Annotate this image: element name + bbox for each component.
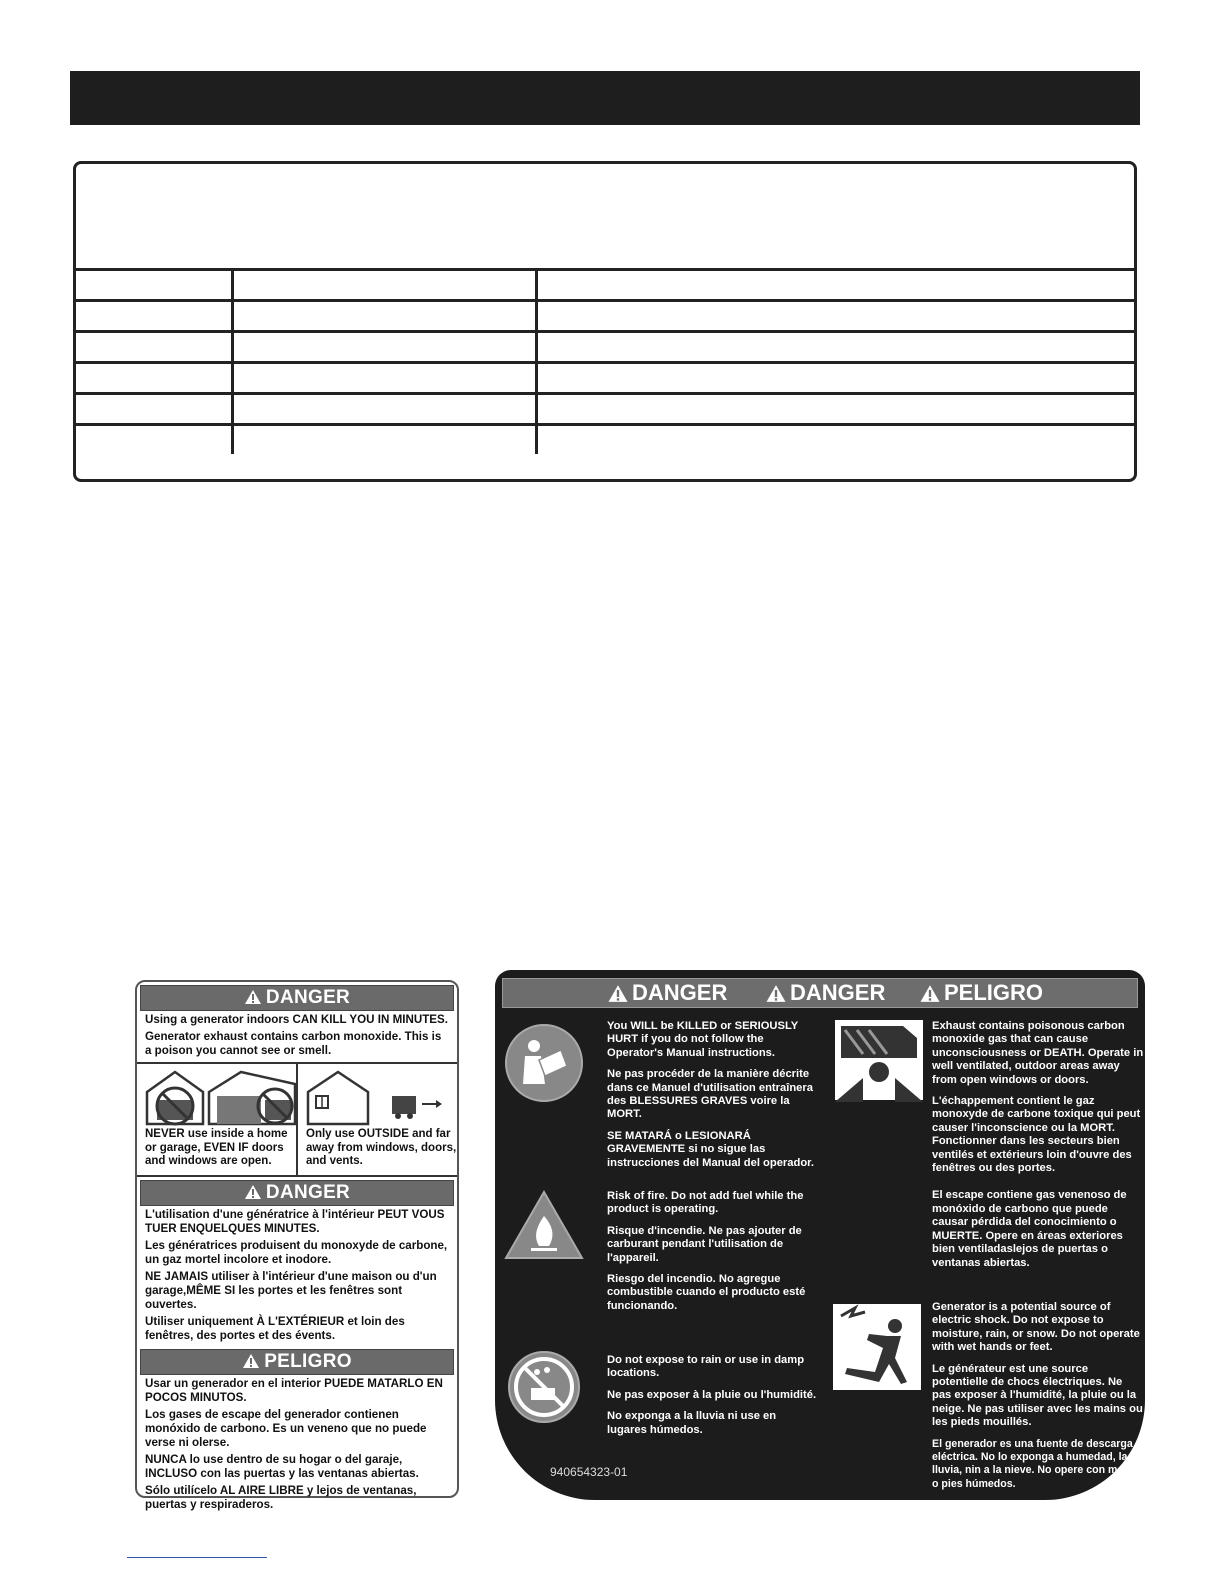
rain-warning-en: Do not expose to rain or use in damp locations. [607,1354,805,1380]
co-warning-en: Exhaust contains poisonous carbon monoxide gas that can cause unconsciousness or DEATH. Operate in well ventilated, outdoor areas away from open windows or doors. [932,1020,1144,1086]
outdoor-use-icon [304,1066,454,1128]
shock-warning-text [932,1301,1144,1499]
exhaust-hazard-icon [833,1018,925,1102]
peligro-band [140,1349,454,1375]
danger-band-en [140,985,454,1011]
fire-warning-en: Risk of fire. Do not add fuel while the product is operating. [607,1190,804,1216]
manual-warning-en: You WILL be KILLED or SERIOUSLY HURT if you do not follow the Operator's Manual instructions. [607,1020,799,1059]
co-warning-text [932,1020,1144,1278]
en-warning-1: Using a generator indoors CAN KILL YOU IN MINUTES. [145,1013,448,1026]
multi-hazard-label [495,970,1145,1500]
read-manual-icon [503,1022,585,1104]
shock-warning-fr: Le générateur est une source potentielle de chocs électriques. Ne pas exposer à l'humidité, la pluie ou la neige. Ne pas utiliser avec les mains ou les pieds mouillés. [932,1362,1143,1429]
warning-triangle-icon [244,1184,262,1200]
electric-shock-icon [831,1302,923,1392]
footer-link-underline [127,1557,267,1558]
fr-warning-2: Les génératrices produisent du monoxyde de carbone, un gaz mortel incolore et inodore. [145,1239,448,1266]
danger-band-multilingual [502,978,1138,1008]
shock-warning-es: El generador es una fuente de descarga eléctrica. No lo exponga a humedad, la lluvia, nin a la nieve. No opere con manos o pies húmedos. [932,1437,1143,1490]
co-warning-fr: L'échappement contient le gaz monoxyde de carbone toxique qui peut causer l'inconscience ou la MORT. Fonctionner dans les secteurs bien ventilés et extérieurs loin d'ouvre des fenêtres ou des portes. [932,1095,1141,1175]
manual-warning-es: SE MATARÁ o LESIONARÁ GRAVEMENTE si no sigue las instrucciones del Manual del operador. [607,1129,815,1169]
fire-warning-fr: Risque d'incendie. Ne pas ajouter de carburant pendant l'utilisation de l'appareil. [607,1224,802,1264]
table-row [76,423,1134,454]
never-indoor-caption: NEVER use inside a home or garage, EVEN IF doors and windows are open. [145,1128,288,1167]
rain-warning-fr: Ne pas exposer à la pluie ou l'humidité. [607,1388,817,1401]
label-part-number: 940654323-01 [550,1465,628,1479]
indoor-prohibited-panel [137,1064,296,1175]
warning-triangle-icon [242,1353,260,1369]
outdoor-use-panel [296,1064,457,1175]
table-row [76,392,1134,423]
manual-warning-fr: Ne pas procéder de la manière décrite dans ce Manuel d'utilisation entraînera des BLESSURES GRAVES voire la MORT. [607,1068,813,1121]
peligro-heading: PELIGRO [264,1351,352,1372]
fire-hazard-icon [503,1188,585,1262]
fr-warning-3: NE JAMAIS utiliser à l'intérieur d'une maison ou d'un garage,MÊME SI les portes et les fenêtres sont ouvertes. [145,1270,437,1311]
band-peligro: PELIGRO [919,979,1043,1007]
danger-band-fr [140,1180,454,1206]
fire-warning-text [607,1190,817,1321]
es-warning-2: Los gases de escape del generador contienen monóxido de carbono. Es un veneno que no puede verse ni olerse. [145,1408,427,1449]
warning-triangle-icon [919,984,941,1003]
rain-warning-text [607,1354,817,1445]
warning-triangle-icon [765,984,787,1003]
rain-warning-es: No exponga a la lluvia ni use en lugares húmedos. [607,1410,777,1436]
en-warning-2: Generator exhaust contains carbon monoxide. This is a poison you cannot see or smell. [145,1030,442,1057]
shock-warning-en: Generator is a potential source of electric shock. Do not expose to moisture, rain, or snow. Do not operate with wet hands or feet. [932,1301,1140,1354]
danger-heading-fr: DANGER [265,1182,351,1203]
fr-warning-1: L'utilisation d'une génératrice à l'intérieur PEUT VOUS TUER ENQUELQUES MINUTES. [145,1208,445,1235]
es-warning-3: NUNCA lo use dentro de su hogar o del garaje, INCLUSO con las puertas y las ventanas abiertas. [145,1453,419,1480]
co-danger-label [135,980,459,1511]
table-row [76,299,1134,330]
es-warning-1: Usar un generador en el interior PUEDE MATARLO EN POCOS MINUTOS. [145,1377,443,1404]
band-danger-2: DANGER [765,979,885,1007]
outdoor-only-caption: Only use OUTSIDE and far away from windows, doors, and vents. [306,1128,457,1167]
danger-heading: DANGER [265,987,351,1008]
section-header-bar [70,71,1140,125]
no-rain-icon [505,1348,583,1426]
band-danger-1: DANGER [607,979,727,1007]
blank-table [73,161,1137,482]
table-caption-area [76,164,1134,268]
no-indoor-use-icon [143,1066,301,1128]
manual-warning-text [607,1020,817,1178]
warning-triangle-icon [607,984,629,1003]
warning-triangle-icon [244,989,262,1005]
table-row [76,361,1134,392]
co-warning-es: El escape contiene gas venenoso de monóxido de carbono que puede causar pérdida del conocimiento o MUERTE. Opere en áreas exteriores bien ventiladaslejos de puertas o ventanas abiertas. [932,1189,1127,1269]
co-pictogram-row [137,1062,457,1177]
table-row [76,330,1134,361]
fire-warning-es: Riesgo del incendio. No agregue combustible cuando el producto esté funcionando. [607,1273,806,1312]
fr-warning-4: Utiliser uniquement À L'EXTÉRIEUR et loin des fenêtres, des portes et des évents. [145,1315,405,1342]
table-row [76,268,1134,299]
es-warning-4: Sólo utilícelo AL AIRE LIBRE y lejos de ventanas, puertas y respiraderos. [145,1484,417,1511]
